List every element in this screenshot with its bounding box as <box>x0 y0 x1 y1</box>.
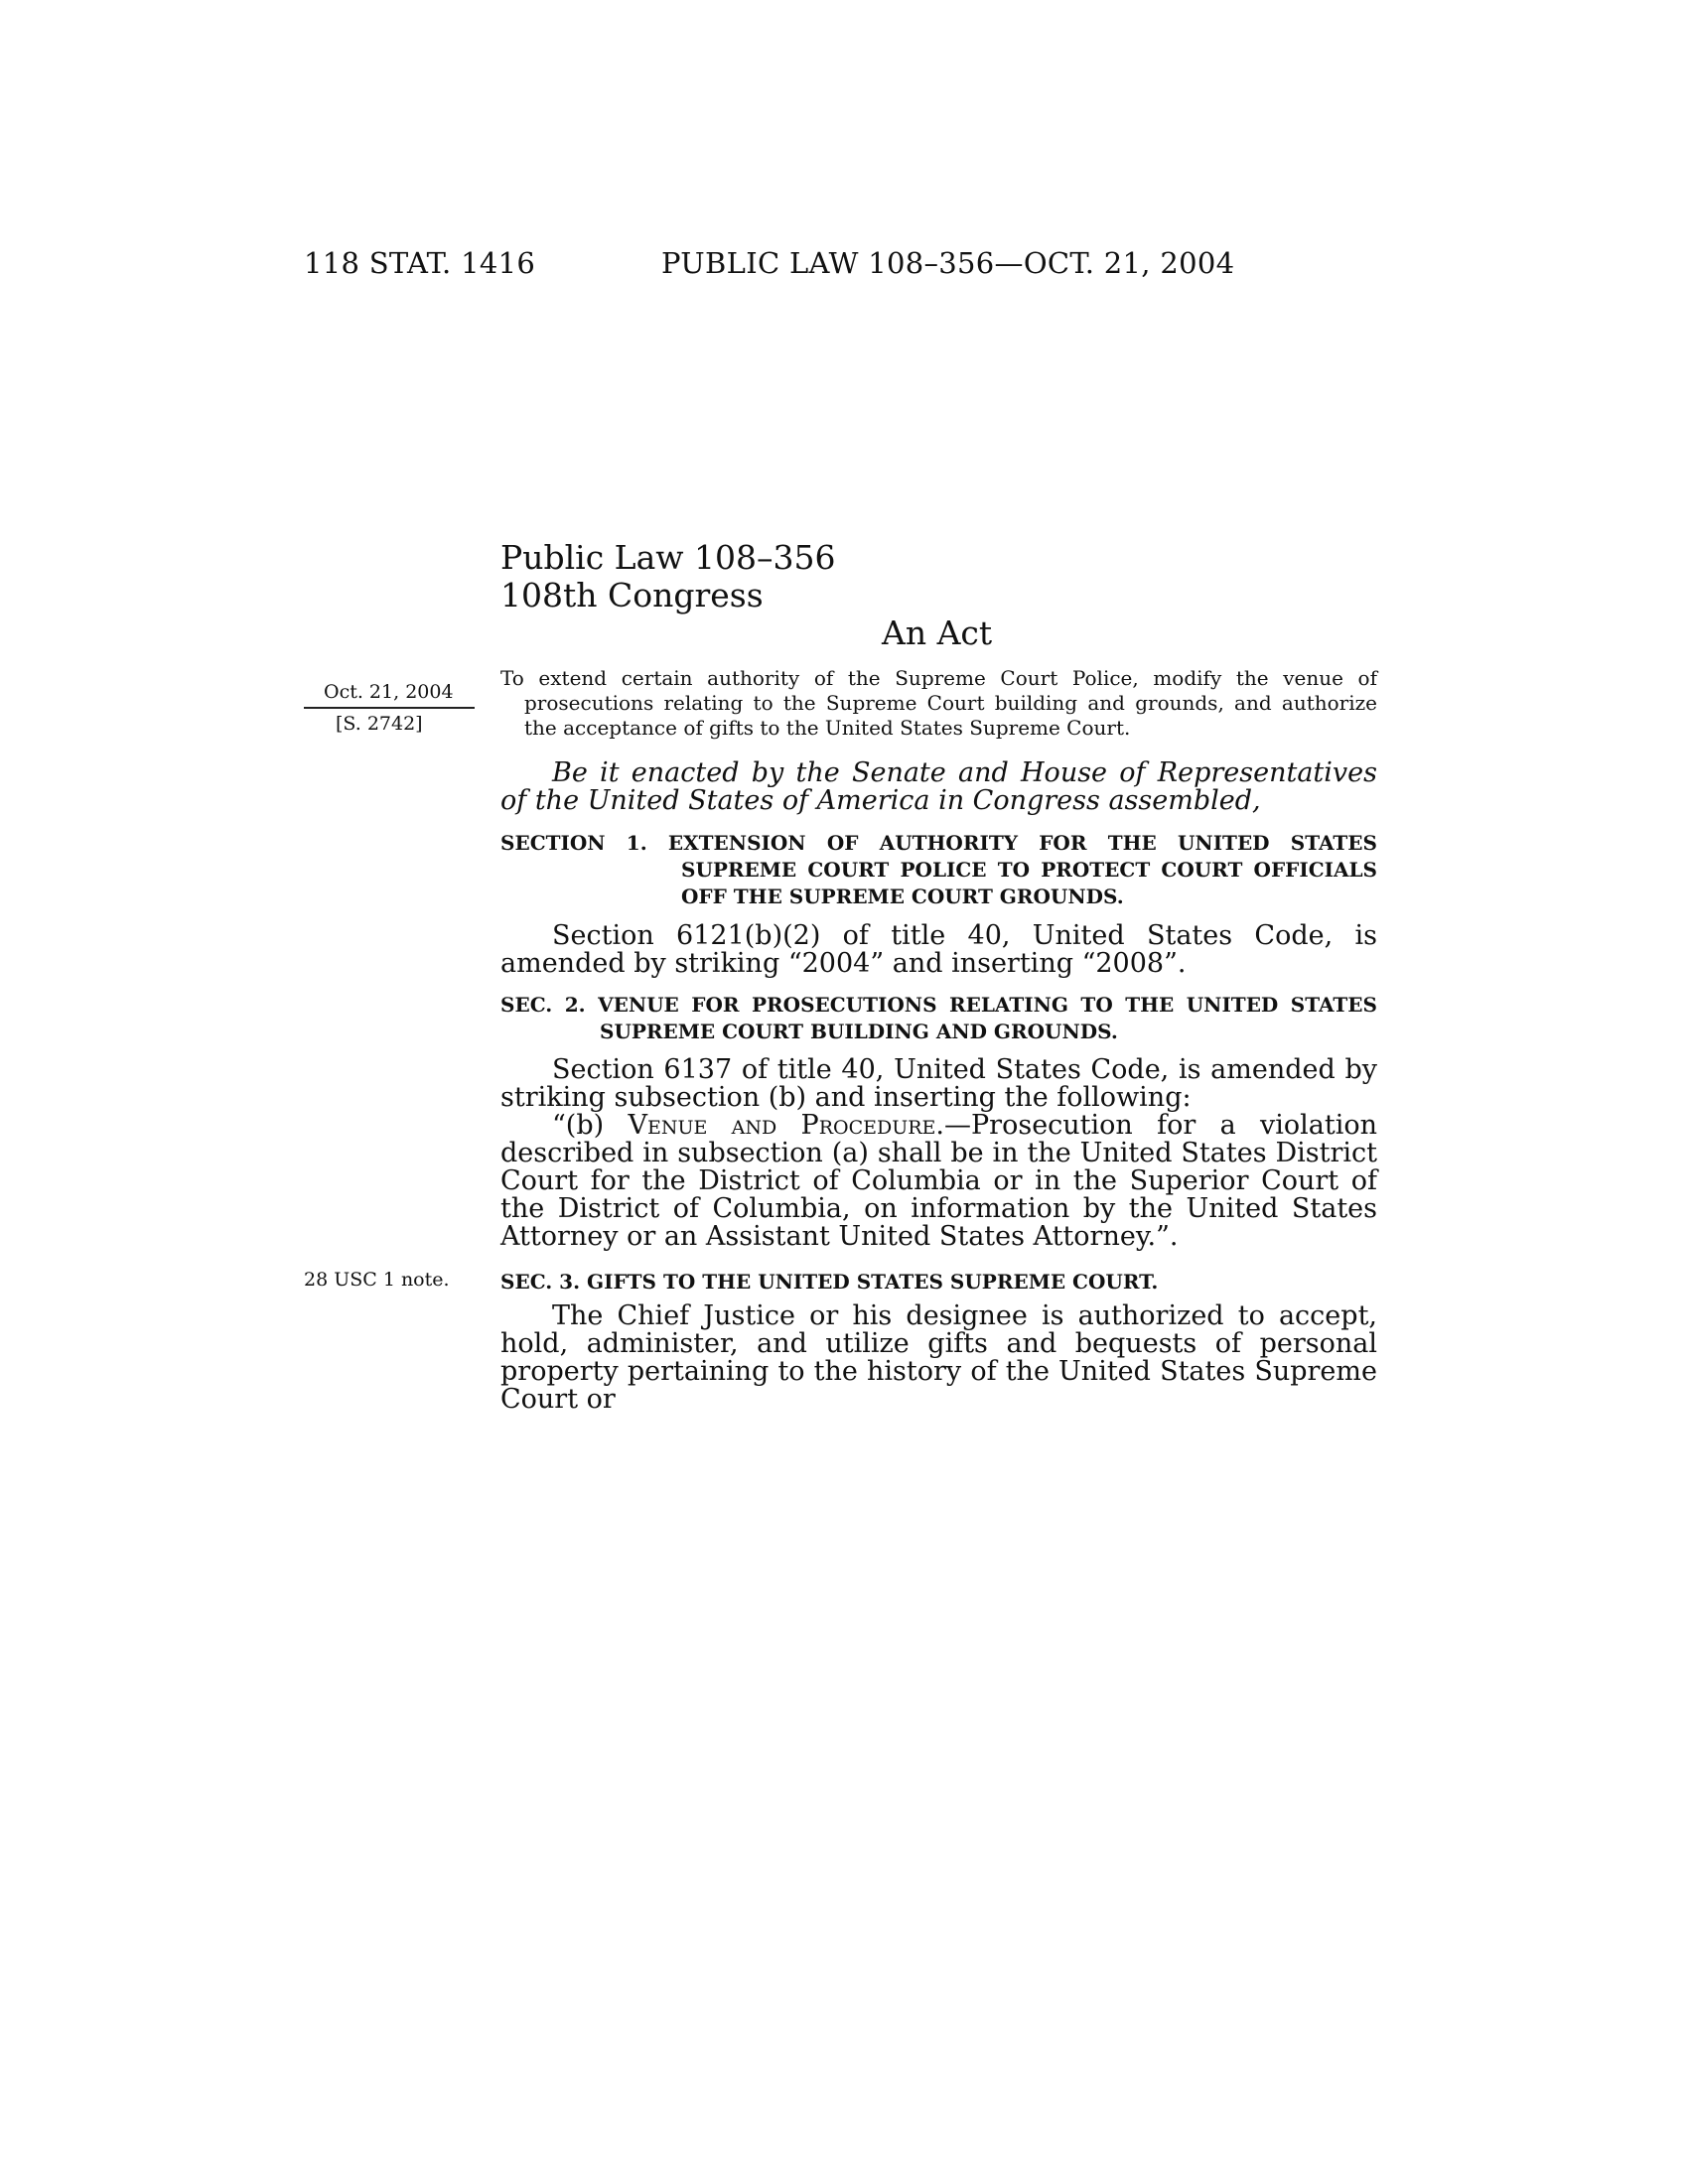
law-number: Public Law 108–356 <box>500 538 836 577</box>
section-2-body <box>500 1056 1377 1251</box>
section-2-quoted-subsection <box>500 1112 1377 1251</box>
section-3-text: The Chief Justice or his designee is authorized to accept, hold, administer, and utilize gifts and bequests of personal property pertaining to the history of the United States Supreme Court or <box>500 1300 1377 1415</box>
congress: 108th Congress <box>500 576 764 614</box>
stat-citation: 118 STAT. 1416 <box>304 246 536 280</box>
margin-bill-number: [S. 2742] <box>336 713 423 735</box>
section-3-body <box>500 1302 1377 1414</box>
act-heading: An Act <box>882 614 993 652</box>
margin-date: Oct. 21, 2004 <box>324 681 454 703</box>
act-purpose: To extend certain authority of the Supreme Court Police, modify the venue of prosecutions relating to the Supreme Court building and grounds, and authorize the acceptance of gifts to the United States Supreme Court. <box>500 666 1377 740</box>
section-1-text: Section 6121(b)(2) of title 40, United States Code, is amended by striking “2004” and inserting “2008”. <box>500 920 1377 979</box>
section-1-heading: SECTION 1. EXTENSION OF AUTHORITY FOR THE UNITED STATES SUPREME COURT POLICE TO PROTECT COURT OFFICIALS OFF THE SUPREME COURT GROUNDS. <box>500 831 1377 908</box>
section-2-heading: SEC. 2. VENUE FOR PROSECUTIONS RELATING TO THE UNITED STATES SUPREME COURT BUILDING AND GROUNDS. <box>500 993 1377 1043</box>
running-title: PUBLIC LAW 108–356—OCT. 21, 2004 <box>661 246 1235 280</box>
quote-prefix: “(b) <box>552 1110 629 1141</box>
margin-usc-note: 28 USC 1 note. <box>304 1269 450 1291</box>
section-2-text: Section 6137 of title 40, United States Code, is amended by striking subsection (b) and inserting the following: <box>500 1054 1377 1113</box>
enacting-clause: Be it enacted by the Senate and House of Representatives of the United States of America in Congress assembled, <box>500 757 1377 816</box>
section-1-body <box>500 922 1377 978</box>
quote-body: .—Prosecution for a violation described in subsection (a) shall be in the United States District Court for the District of Columbia or in the Superior Court of the District of Columbia, on information by the United States Attorney or an Assistant United States Attorney.”. <box>500 1110 1377 1252</box>
section-3-heading: SEC. 3. GIFTS TO THE UNITED STATES SUPREME COURT. <box>500 1270 1159 1294</box>
subsection-caption: Venue and Procedure <box>628 1110 936 1141</box>
margin-divider <box>304 707 475 709</box>
